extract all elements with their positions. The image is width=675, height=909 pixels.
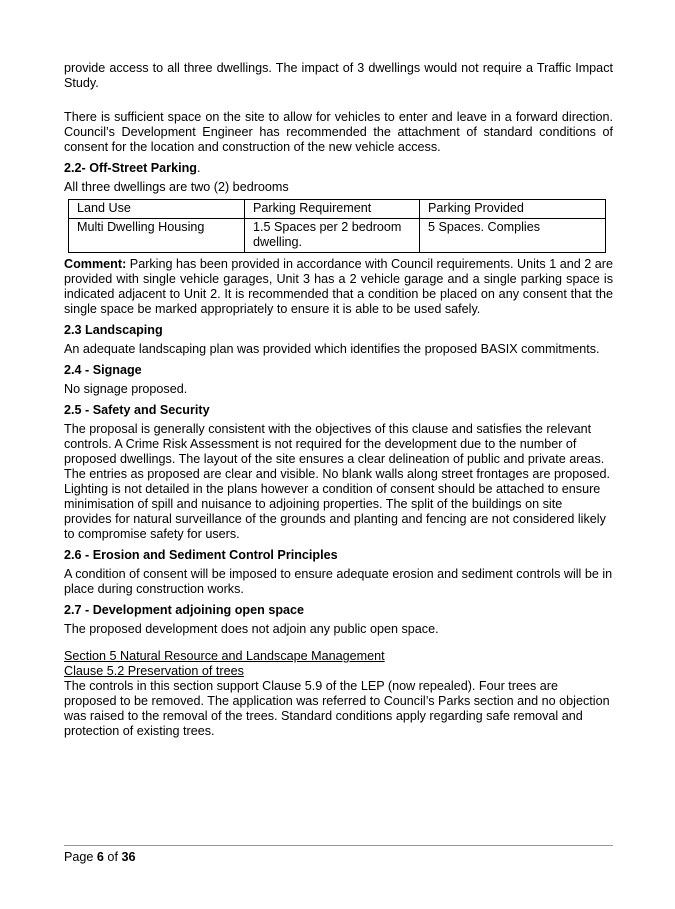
section-5-text: The controls in this section support Clause 5.9 of the LEP (now repealed). Four trees are proposed to be removed. The application was referred to Council’s Parks section and no objection was raised to the removal of the trees. Standard conditions apply regarding safe removal and protection of existing trees.	[64, 679, 610, 738]
table-header-cell: Parking Provided	[420, 200, 606, 219]
landscaping-text: An adequate landscaping plan was provided which identifies the proposed BASIX commitments.	[64, 342, 600, 356]
section-heading-2-5: 2.5 - Safety and Security	[64, 403, 210, 417]
intro-paragraph-2: There is sufficient space on the site to allow for vehicles to enter and leave in a forward direction. Council’s Development Engineer has recommended the attachment of standard conditions of consent for the location and construction of the new vehicle access.	[64, 110, 613, 154]
signage-text: No signage proposed.	[64, 382, 188, 396]
page-number: 6	[96, 850, 104, 864]
document-page	[64, 61, 613, 739]
section-5-title: Section 5 Natural Resource and Landscape Management	[64, 649, 385, 663]
parking-subtext: All three dwellings are two (2) bedrooms	[64, 180, 289, 194]
page-label: Page	[64, 850, 97, 864]
page-footer	[64, 845, 613, 865]
section-heading-2-2: 2.2- Off-Street Parking.	[64, 161, 201, 175]
table-header-cell: Parking Requirement	[245, 200, 420, 219]
table-cell: Multi Dwelling Housing	[69, 219, 245, 253]
intro-paragraph-1: provide access to all three dwellings. The impact of 3 dwellings would not require a Traffic Impact Study.	[64, 61, 613, 90]
table-cell: 5 Spaces. Complies	[420, 219, 606, 253]
total-pages: 36	[121, 850, 136, 864]
table-header-cell: Land Use	[69, 200, 245, 219]
section-heading-2-4: 2.4 - Signage	[64, 363, 142, 377]
parking-comment: Comment: Parking has been provided in accordance with Council requirements. Units 1 and 2 are provided with single vehicle garages, Unit 3 has a 2 vehicle garage and a single parking space is indicated adjacent to Unit 2. It is recommended that a condition be placed on any consent that the single space be marked appropriately to ensure it is able to be used safely.	[64, 257, 613, 316]
open-space-text: The proposed development does not adjoin any public open space.	[64, 622, 439, 636]
section-heading-2-3: 2.3 Landscaping	[64, 323, 163, 337]
table-header-row	[69, 200, 606, 219]
safety-text: The proposal is generally consistent with the objectives of this clause and satisfies the relevant controls. A Crime Risk Assessment is not required for the development due to the number of proposed dwellings. The layout of the site ensures a clear delineation of public and private areas. The entries as proposed are clear and visible. No blank walls along street frontages are proposed. Lighting is not detailed in the plans however a condition of consent should be attached to ensure minimisation of spill and nuisance to adjoining properties. The split of the buildings on site provides for natural surveillance of the grounds and planting and fencing are not considered likely to compromise safety for users.	[64, 422, 611, 541]
section-heading-2-6: 2.6 - Erosion and Sediment Control Principles	[64, 548, 338, 562]
parking-table	[68, 199, 606, 253]
table-row	[69, 219, 606, 253]
table-cell: 1.5 Spaces per 2 bedroom dwelling.	[245, 219, 420, 253]
section-heading-2-7: 2.7 - Development adjoining open space	[64, 603, 305, 617]
of-label: of	[103, 850, 122, 864]
erosion-text: A condition of consent will be imposed to ensure adequate erosion and sediment controls will be in place during construction works.	[64, 567, 613, 596]
clause-5-2-title: Clause 5.2 Preservation of trees	[64, 664, 244, 678]
